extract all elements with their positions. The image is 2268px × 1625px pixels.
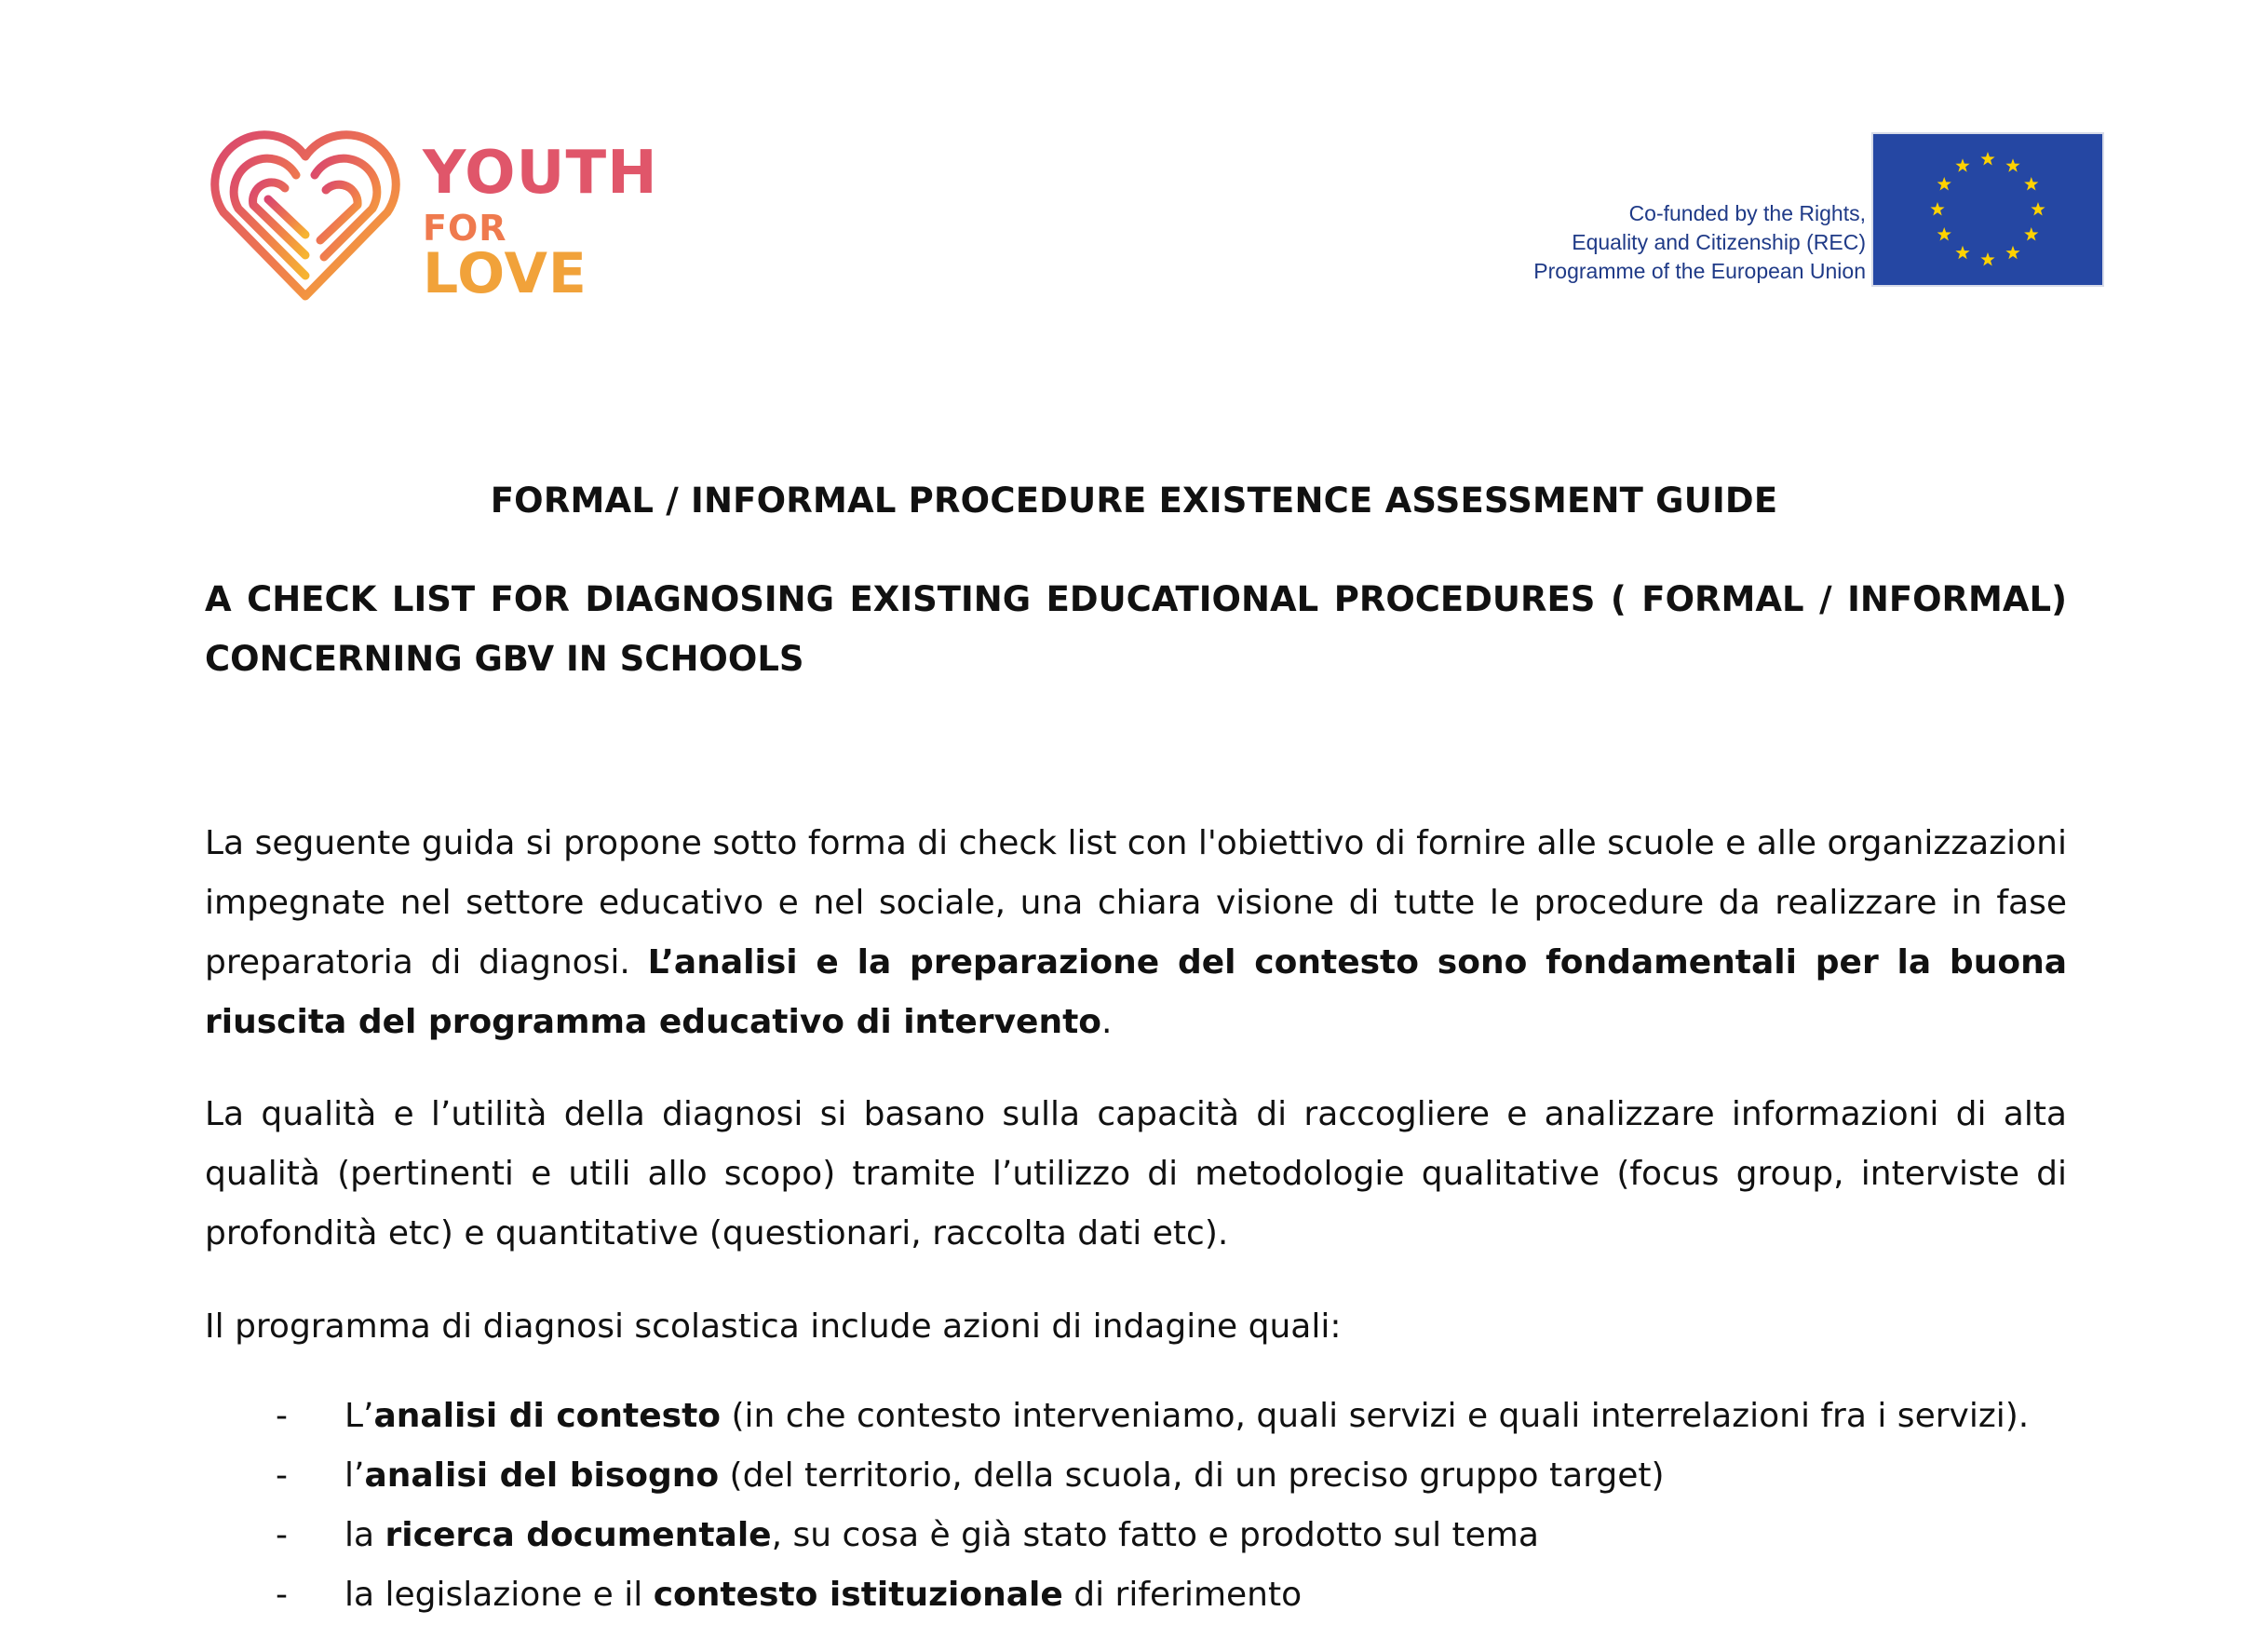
eu-cofunding-text	[1400, 199, 1866, 286]
paragraph-quality: La qualità e l’utilità della diagnosi si basano sulla capacità di raccogliere e analizzare informazioni di alta qualità (pertinenti e utili allo scopo) tramite l’utilizzo di metodologie qualitative (focus group, interviste di profondità etc) e quantitative (questionari, raccolta dati etc).	[205, 1095, 2067, 1253]
list-item-post: , su cosa è già stato fatto e prodotto sul tema	[771, 1516, 1539, 1554]
document-subtitle: A CHECK LIST FOR DIAGNOSING EXISTING EDUCATIONAL PROCEDURES ( FORMAL / INFORMAL) CONCERNING GBV IN SCHOOLS	[205, 579, 2067, 679]
list-item-pre: la	[344, 1516, 385, 1554]
list-item	[205, 1506, 2067, 1565]
paragraph-intro-text: La seguente guida si propone sotto forma di check list con l'obiettivo di fornire alle scuole e alle organizzazioni impegnate nel settore educativo e nel sociale, una chiara visione di tutte le procedure da realizzare in fase preparatoria di diagnosi.	[205, 824, 2067, 982]
eu-text-line-3: Programme of the European Union	[1533, 259, 1866, 283]
eu-cofunding-block	[1397, 132, 2104, 291]
logo-wordmark	[423, 129, 658, 306]
list-item-bold: contesto istituzionale	[653, 1576, 1063, 1614]
list-item-bold: analisi di contesto	[373, 1397, 722, 1435]
bullet-marker: -	[276, 1576, 288, 1614]
bullet-marker: -	[276, 1397, 288, 1435]
document-title: FORMAL / INFORMAL PROCEDURE EXISTENCE ASSESSMENT GUIDE	[490, 481, 1778, 521]
investigation-actions-list	[205, 1387, 2067, 1625]
list-item-pre: la legislazione e il	[344, 1576, 654, 1614]
eu-text-line-2: Equality and Citizenship (REC)	[1572, 230, 1866, 254]
list-item	[205, 1446, 2067, 1506]
list-item-bold: analisi del bisogno	[364, 1456, 720, 1495]
list-item-pre: l’	[344, 1456, 365, 1495]
eu-flag-icon	[1871, 132, 2104, 287]
list-item-post: (in che contesto interveniamo, quali servizi e quali interrelazioni fra i servizi).	[721, 1397, 2030, 1435]
list-item-pre: L’	[344, 1397, 374, 1435]
logo-word-love: LOVE	[423, 241, 587, 306]
logo-word-for: FOR	[423, 208, 507, 249]
youth-for-love-logo	[203, 119, 658, 306]
paragraph-intro	[205, 814, 2067, 1052]
eu-text-line-1: Co-funded by the Rights,	[1628, 201, 1866, 225]
list-item	[205, 1387, 2067, 1446]
bullet-marker: -	[276, 1456, 288, 1495]
logo-word-youth: YOUTH	[423, 139, 658, 208]
paragraph-intro-end: .	[1101, 1003, 1113, 1041]
heart-logo-icon	[203, 119, 408, 305]
list-item-bold: ricerca documentale	[385, 1516, 772, 1554]
list-item-post: (del territorio, della scuola, di un preciso gruppo target)	[719, 1456, 1665, 1495]
list-item-post: di riferimento	[1062, 1576, 1303, 1614]
paragraph-program: Il programma di diagnosi scolastica include azioni di indagine quali:	[205, 1307, 1342, 1346]
paragraph-intro-bold: L’analisi e la preparazione del contesto sono fondamentali per la buona riuscita del programma educativo di intervento	[205, 943, 2067, 1041]
list-item	[205, 1565, 2067, 1625]
bullet-marker: -	[276, 1516, 288, 1554]
